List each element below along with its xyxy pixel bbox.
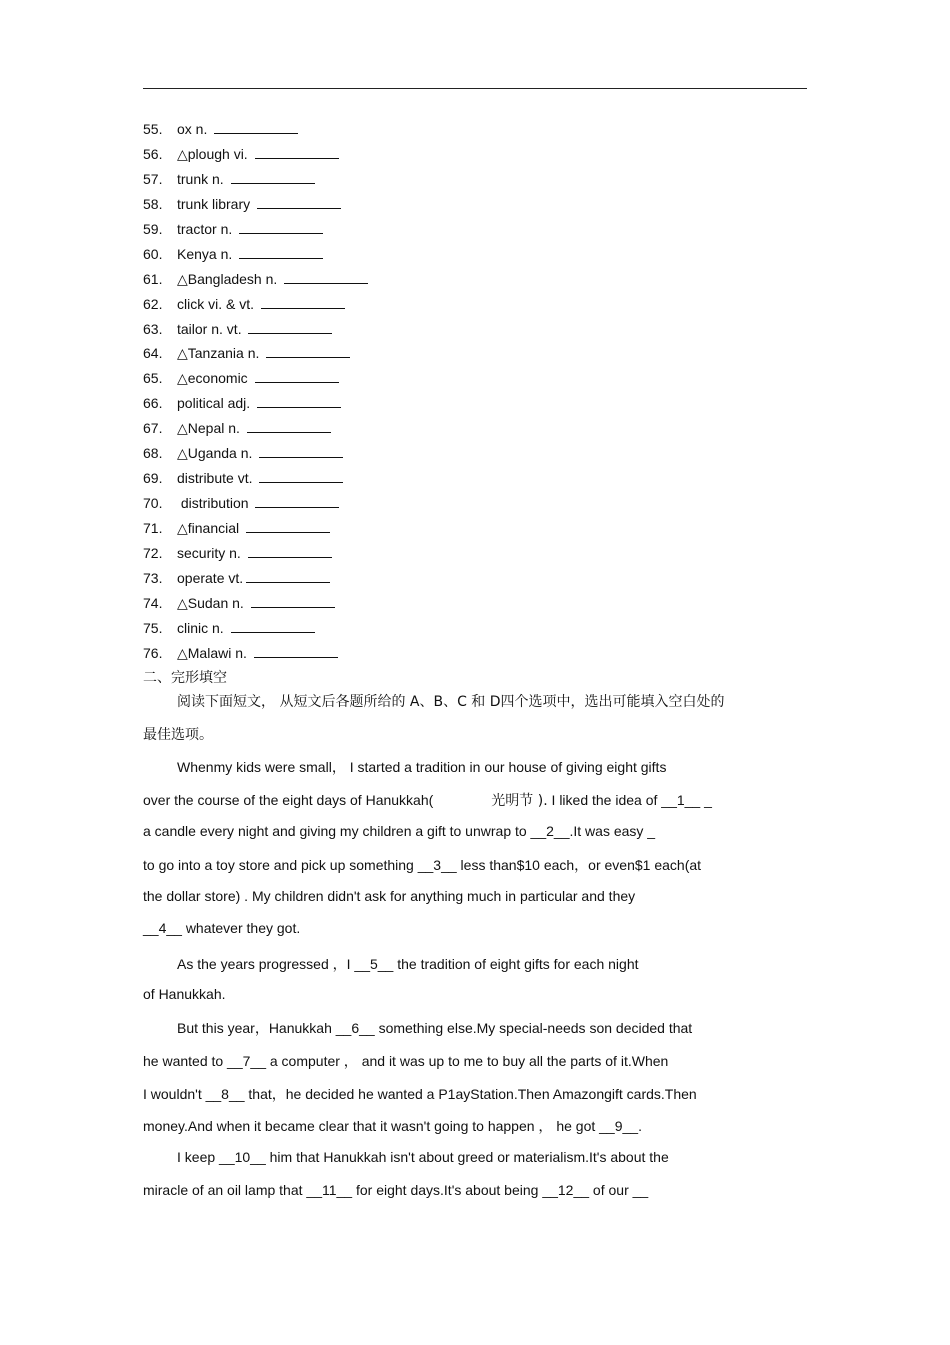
answer-blank[interactable] bbox=[231, 619, 315, 633]
item-number: 56. bbox=[143, 145, 163, 162]
item-number: 72. bbox=[143, 544, 163, 561]
passage-line: Whenmy kids were small， I started a tradition in our house of giving eight gifts bbox=[177, 759, 667, 775]
passage-line: But this year，Hanukkah __6__ something else.My special-needs son decided that bbox=[177, 1020, 693, 1036]
passage-line: I keep __10__ him that Hanukkah isn't about greed or materialism.It's about the bbox=[177, 1149, 669, 1165]
vocab-item bbox=[143, 343, 803, 368]
item-number: 69. bbox=[143, 470, 163, 487]
passage-line: the dollar store) . My children didn't ask for anything much in particular and they bbox=[143, 888, 636, 904]
vocab-item bbox=[143, 393, 803, 418]
answer-blank[interactable] bbox=[254, 644, 338, 658]
passage-line: money.And when it became clear that it wasn't going to happen ， he got __9__. bbox=[143, 1118, 642, 1134]
answer-blank[interactable] bbox=[239, 245, 323, 259]
item-number: 63. bbox=[143, 320, 163, 337]
vocab-item bbox=[143, 568, 803, 593]
item-number: 55. bbox=[143, 121, 163, 137]
item-number: 71. bbox=[143, 520, 163, 536]
vocab-item bbox=[143, 493, 803, 518]
item-term: operate vt. bbox=[177, 569, 244, 586]
vocab-item bbox=[143, 643, 803, 668]
answer-blank[interactable] bbox=[257, 394, 341, 408]
item-term: political adj. bbox=[177, 395, 255, 412]
item-term: △economic bbox=[177, 370, 252, 387]
passage-line: he wanted to __7__ a computer ， and it was up to me to buy all the parts of it.When bbox=[143, 1053, 669, 1069]
item-number: 76. bbox=[143, 644, 163, 661]
answer-blank[interactable] bbox=[248, 544, 332, 558]
item-number: 65. bbox=[143, 370, 163, 387]
vocab-item bbox=[143, 144, 803, 169]
item-number: 67. bbox=[143, 420, 163, 437]
answer-blank[interactable] bbox=[261, 295, 345, 309]
vocab-item bbox=[143, 219, 803, 244]
passage-line: __4__ whatever they got. bbox=[143, 920, 301, 936]
item-term: △Bangladesh n. bbox=[177, 270, 282, 287]
passage-text: 光明节 ). bbox=[491, 793, 548, 809]
answer-blank[interactable] bbox=[246, 569, 330, 583]
vocab-item bbox=[143, 269, 803, 294]
passage-line: I wouldn't __8__ that，he decided he wanted a P1ayStation.Then Amazongift cards.Then bbox=[143, 1086, 697, 1102]
item-term: clinic n. bbox=[177, 619, 228, 636]
item-number: 75. bbox=[143, 619, 163, 636]
vocab-list bbox=[143, 119, 803, 668]
vocab-item bbox=[143, 294, 803, 319]
answer-blank[interactable] bbox=[259, 469, 343, 483]
passage-text: I liked the idea of __1__ _ bbox=[547, 792, 712, 808]
item-number: 74. bbox=[143, 594, 163, 611]
item-term: Kenya n. bbox=[177, 245, 237, 262]
vocab-item bbox=[143, 543, 803, 568]
item-term: distribution bbox=[177, 495, 253, 512]
vocab-item bbox=[143, 468, 803, 493]
item-number: 59. bbox=[143, 220, 163, 237]
passage-line: to go into a toy store and pick up something __3__ less than$10 each，or even$1 each(at bbox=[143, 857, 702, 873]
item-term: △financial bbox=[177, 520, 244, 536]
answer-blank[interactable] bbox=[257, 195, 341, 209]
item-number: 60. bbox=[143, 245, 163, 262]
header-rule bbox=[143, 88, 807, 89]
answer-blank[interactable] bbox=[255, 369, 339, 383]
item-number: 64. bbox=[143, 345, 163, 362]
item-number: 70. bbox=[143, 495, 163, 512]
passage-line: a candle every night and giving my children a gift to unwrap to __2__.It was easy _ bbox=[143, 823, 656, 839]
answer-blank[interactable] bbox=[247, 419, 331, 433]
item-number: 73. bbox=[143, 569, 163, 586]
passage-text: over the course of the eight days of Hanukkah( bbox=[143, 792, 434, 808]
answer-blank[interactable] bbox=[231, 170, 315, 184]
item-term: △Uganda n. bbox=[177, 445, 257, 462]
vocab-item bbox=[143, 368, 803, 393]
instruction-line: 阅读下面短文， 从短文后各题所给的 A、B、C 和 D四个选项中，选出可能填入空白处的 bbox=[177, 694, 725, 710]
vocab-item bbox=[143, 593, 803, 618]
item-term: △Sudan n. bbox=[177, 594, 248, 611]
item-term: click vi. & vt. bbox=[177, 295, 258, 312]
vocab-item bbox=[143, 418, 803, 443]
item-term: tailor n. vt. bbox=[177, 320, 246, 337]
answer-blank[interactable] bbox=[246, 519, 330, 533]
item-term: △Malawi n. bbox=[177, 644, 251, 661]
item-number: 57. bbox=[143, 170, 163, 187]
item-number: 58. bbox=[143, 195, 163, 212]
vocab-item bbox=[143, 443, 803, 468]
item-term: ox n. bbox=[177, 121, 212, 137]
vocab-item bbox=[143, 244, 803, 269]
item-term: △Tanzania n. bbox=[177, 345, 264, 362]
item-term: distribute vt. bbox=[177, 470, 257, 487]
answer-blank[interactable] bbox=[239, 220, 323, 234]
answer-blank[interactable] bbox=[248, 320, 332, 334]
answer-blank[interactable] bbox=[214, 120, 298, 134]
item-term: △Nepal n. bbox=[177, 420, 244, 437]
passage-line: of Hanukkah. bbox=[143, 986, 226, 1002]
item-number: 62. bbox=[143, 295, 163, 312]
section-title: 二、完形填空 bbox=[143, 670, 227, 686]
item-term: △plough vi. bbox=[177, 145, 252, 162]
item-term: security n. bbox=[177, 544, 245, 561]
vocab-item bbox=[143, 618, 803, 643]
instruction-line: 最佳选项。 bbox=[143, 727, 213, 743]
item-number: 68. bbox=[143, 445, 163, 462]
vocab-item bbox=[143, 518, 803, 543]
answer-blank[interactable] bbox=[251, 594, 335, 608]
vocab-item bbox=[143, 319, 803, 344]
passage-line bbox=[143, 790, 803, 810]
item-term: trunk n. bbox=[177, 170, 228, 187]
item-number: 66. bbox=[143, 395, 163, 412]
passage-line: As the years progressed ，I __5__ the tradition of eight gifts for each night bbox=[177, 956, 639, 972]
vocab-item bbox=[143, 194, 803, 219]
item-number: 61. bbox=[143, 270, 163, 287]
item-term: trunk library bbox=[177, 195, 255, 212]
passage-line: miracle of an oil lamp that __11__ for eight days.It's about being __12__ of our __ bbox=[143, 1182, 649, 1198]
vocab-item bbox=[143, 119, 803, 144]
answer-blank[interactable] bbox=[284, 270, 368, 284]
vocab-item bbox=[143, 169, 803, 194]
item-term: tractor n. bbox=[177, 220, 237, 237]
answer-blank[interactable] bbox=[255, 494, 339, 508]
answer-blank[interactable] bbox=[259, 444, 343, 458]
answer-blank[interactable] bbox=[255, 145, 339, 159]
answer-blank[interactable] bbox=[266, 344, 350, 358]
